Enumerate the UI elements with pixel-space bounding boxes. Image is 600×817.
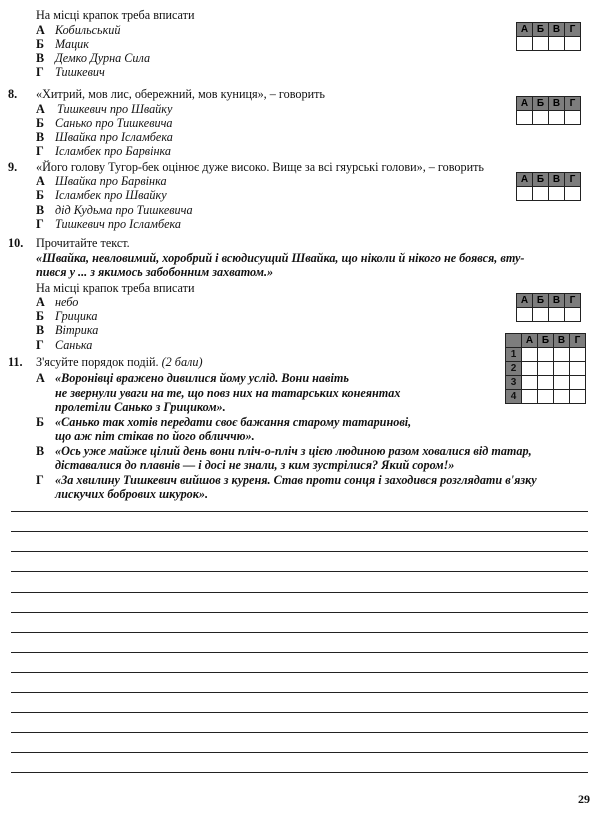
q9-option-letter: Б bbox=[36, 188, 45, 202]
writing-line[interactable] bbox=[11, 772, 588, 773]
q8-option-letter: А bbox=[36, 102, 45, 116]
answer-cell[interactable] bbox=[570, 348, 586, 362]
grid-row-label: 3 bbox=[506, 376, 522, 390]
q10-option-letter: Г bbox=[36, 338, 44, 352]
grid-header-cell: Б bbox=[538, 334, 554, 348]
writing-line[interactable] bbox=[11, 531, 588, 532]
grid-header-cell: В bbox=[554, 334, 570, 348]
q9-option-text: дід Кудьма про Тишкевича bbox=[55, 203, 193, 217]
q9-prompt: «Його голову Тугор-бек оцінює дуже високо. Вище за всі гяурські голови», – говорить bbox=[36, 160, 484, 174]
q9-option-text: Ісламбек про Швайку bbox=[55, 188, 167, 202]
writing-line[interactable] bbox=[11, 652, 588, 653]
answer-cell[interactable] bbox=[565, 111, 581, 125]
answer-cell[interactable] bbox=[538, 376, 554, 390]
grid-header-cell: А bbox=[517, 23, 533, 37]
q8-option-letter: В bbox=[36, 130, 45, 144]
q10-quote-line-1: «Швайка, невловимий, хоробрий і всюдисущий Швайка, що ніколи й нікого не боявся, вту- bbox=[36, 251, 525, 265]
q10-option-text: Грицика bbox=[55, 309, 98, 323]
answer-cell[interactable] bbox=[554, 362, 570, 376]
q10-option-letter: В bbox=[36, 323, 45, 337]
q8-option-text: Тишкевич про Швайку bbox=[57, 102, 173, 116]
q7-answer-grid bbox=[516, 22, 581, 51]
q9-option-letter: В bbox=[36, 203, 45, 217]
answer-cell[interactable] bbox=[549, 37, 565, 51]
grid-row-label: 2 bbox=[506, 362, 522, 376]
q7-option-text: Тишкевич bbox=[55, 65, 105, 79]
writing-line[interactable] bbox=[11, 612, 588, 613]
answer-cell[interactable] bbox=[549, 111, 565, 125]
q7-prompt: На місці крапок треба вписати bbox=[36, 8, 195, 22]
answer-cell[interactable] bbox=[517, 111, 533, 125]
q11-option-b-line: «Санько так хотів передати своє бажання старому татаринові, bbox=[55, 415, 412, 429]
q7-option-text: Демко Дурна Сила bbox=[55, 51, 151, 65]
answer-cell[interactable] bbox=[554, 348, 570, 362]
answer-cell[interactable] bbox=[533, 37, 549, 51]
answer-cell[interactable] bbox=[570, 390, 586, 404]
answer-cell[interactable] bbox=[522, 362, 538, 376]
q11-prompt: З'ясуйте порядок подій. bbox=[36, 355, 159, 369]
answer-cell[interactable] bbox=[570, 376, 586, 390]
q9-option-letter: Г bbox=[36, 217, 44, 231]
writing-line[interactable] bbox=[11, 511, 588, 512]
page-number: 29 bbox=[578, 792, 590, 806]
writing-line[interactable] bbox=[11, 712, 588, 713]
grid-header-cell: Б bbox=[533, 294, 549, 308]
q11-option-g-line: «За хвилину Тишкевич вийшов з куреня. Став проти сонця і заходився розглядати в'язку bbox=[55, 473, 537, 487]
q11-option-a-line: пролетіли Санько з Грициком». bbox=[55, 400, 226, 414]
q7-option-letter: В bbox=[36, 51, 45, 65]
q10-option-text: небо bbox=[55, 295, 79, 309]
q10-option-text: Санька bbox=[55, 338, 93, 352]
writing-line[interactable] bbox=[11, 692, 588, 693]
q9-option-text: Тишкевич про Ісламбека bbox=[55, 217, 181, 231]
grid-header-cell: Г bbox=[565, 97, 581, 111]
grid-header-cell: А bbox=[517, 294, 533, 308]
answer-cell[interactable] bbox=[533, 111, 549, 125]
answer-cell[interactable] bbox=[533, 187, 549, 201]
q11-option-a-line: «Воронівці вражено дивилися йому услід. Вони навіть bbox=[55, 371, 349, 385]
q11-answer-matrix bbox=[505, 333, 586, 404]
answer-cell[interactable] bbox=[554, 390, 570, 404]
answer-cell[interactable] bbox=[522, 390, 538, 404]
grid-header-cell: Б bbox=[533, 97, 549, 111]
grid-header-cell: Г bbox=[565, 294, 581, 308]
answer-cell[interactable] bbox=[517, 37, 533, 51]
grid-header-cell: А bbox=[517, 97, 533, 111]
q11-points: (2 бали) bbox=[161, 355, 203, 369]
q7-option-text: Кобильський bbox=[55, 23, 121, 37]
q11-number: 11. bbox=[8, 355, 23, 369]
writing-line[interactable] bbox=[11, 732, 588, 733]
q8-number: 8. bbox=[8, 87, 18, 101]
writing-line[interactable] bbox=[11, 592, 588, 593]
answer-cell[interactable] bbox=[538, 362, 554, 376]
answer-cell[interactable] bbox=[554, 376, 570, 390]
writing-line[interactable] bbox=[11, 752, 588, 753]
q11-option-letter: В bbox=[36, 444, 45, 458]
q7-option-text: Мацик bbox=[55, 37, 89, 51]
grid-row-label: 4 bbox=[506, 390, 522, 404]
q7-option-letter: Г bbox=[36, 65, 44, 79]
answer-cell[interactable] bbox=[522, 376, 538, 390]
answer-cell[interactable] bbox=[517, 187, 533, 201]
grid-header-cell: Б bbox=[533, 173, 549, 187]
q10-number: 10. bbox=[8, 236, 24, 250]
answer-cell[interactable] bbox=[565, 37, 581, 51]
q9-answer-grid bbox=[516, 172, 581, 201]
q11-option-letter: Г bbox=[36, 473, 44, 487]
q11-option-v-line: діставалися до плавнів — і досі не знали, з ким зустрілися? Який сором!» bbox=[55, 458, 455, 472]
q10-fill-prompt: На місці крапок треба вписати bbox=[36, 281, 195, 295]
q11-option-a-line: не звернули уваги на те, що повз них на татарських конеянтах bbox=[55, 386, 401, 400]
answer-cell[interactable] bbox=[538, 348, 554, 362]
grid-header-cell: В bbox=[549, 173, 565, 187]
q10-quote-line-2: пився у ... з якимось забобонним захватом.» bbox=[36, 265, 274, 279]
q11-option-g-line: лискучих бобрових шкурок». bbox=[55, 487, 209, 501]
answer-cell[interactable] bbox=[570, 362, 586, 376]
answer-cell[interactable] bbox=[549, 308, 565, 322]
grid-header-cell: В bbox=[549, 294, 565, 308]
q9-option-text: Швайка про Барвінка bbox=[55, 174, 167, 188]
q10-option-text: Вітрика bbox=[55, 323, 99, 337]
grid-row-label: 1 bbox=[506, 348, 522, 362]
q7-option-letter: А bbox=[36, 23, 45, 37]
answer-cell[interactable] bbox=[538, 390, 554, 404]
grid-corner-cell bbox=[506, 334, 522, 348]
grid-header-cell: А bbox=[522, 334, 538, 348]
q10-answer-grid bbox=[516, 293, 581, 322]
grid-header-cell: Г bbox=[565, 173, 581, 187]
q11-option-v-line: «Ось уже майже цілий день вони пліч-о-пліч з цією людиною разом ховалися від татар, bbox=[55, 444, 532, 458]
q9-number: 9. bbox=[8, 160, 18, 174]
answer-cell[interactable] bbox=[565, 308, 581, 322]
q10-option-letter: А bbox=[36, 295, 45, 309]
q11-option-letter: А bbox=[36, 371, 45, 385]
grid-header-cell: В bbox=[549, 97, 565, 111]
q8-option-letter: Б bbox=[36, 116, 45, 130]
q7-option-letter: Б bbox=[36, 37, 45, 51]
answer-cell[interactable] bbox=[549, 187, 565, 201]
writing-line[interactable] bbox=[11, 551, 588, 552]
answer-cell[interactable] bbox=[522, 348, 538, 362]
q8-prompt: «Хитрий, мов лис, обережний, мов куниця», – говорить bbox=[36, 87, 325, 101]
writing-line[interactable] bbox=[11, 632, 588, 633]
q8-option-text: Ісламбек про Барвінка bbox=[55, 144, 172, 158]
answer-cell[interactable] bbox=[517, 308, 533, 322]
writing-line[interactable] bbox=[11, 571, 588, 572]
q8-option-text: Санько про Тишкевича bbox=[55, 116, 173, 130]
grid-header-cell: А bbox=[517, 173, 533, 187]
grid-header-cell: Г bbox=[565, 23, 581, 37]
grid-header-cell: В bbox=[549, 23, 565, 37]
q11-prompt-wrap bbox=[36, 355, 203, 369]
q10-option-letter: Б bbox=[36, 309, 45, 323]
writing-line[interactable] bbox=[11, 672, 588, 673]
answer-cell[interactable] bbox=[565, 187, 581, 201]
q9-option-letter: А bbox=[36, 174, 45, 188]
answer-cell[interactable] bbox=[533, 308, 549, 322]
q11-option-b-line: що аж піт стікав по його обличчю». bbox=[55, 429, 255, 443]
q11-option-letter: Б bbox=[36, 415, 45, 429]
q10-prompt: Прочитайте текст. bbox=[36, 236, 130, 250]
grid-header-cell: Б bbox=[533, 23, 549, 37]
q8-option-letter: Г bbox=[36, 144, 44, 158]
grid-header-cell: Г bbox=[570, 334, 586, 348]
q8-answer-grid bbox=[516, 96, 581, 125]
q8-option-text: Швайка про Ісламбека bbox=[55, 130, 173, 144]
